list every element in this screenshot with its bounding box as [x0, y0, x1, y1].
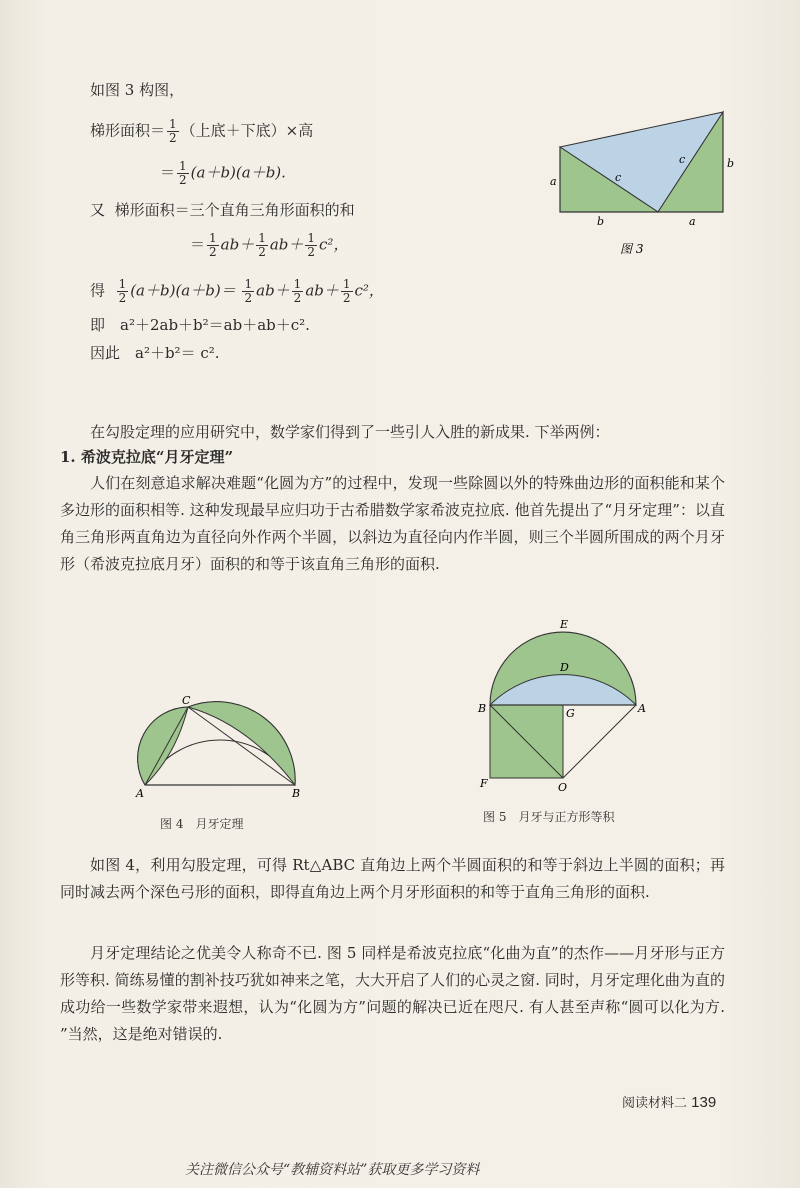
fraction: $\frac{1}{2}$	[179, 159, 187, 187]
label-c2: c	[679, 153, 686, 166]
paragraph-fig5-explain: 月牙定理结论之优美令人称奇不已. 图 5 同样是希波克拉底“化曲为直”的杰作——月牙形与正方形等积. 简练易懂的割补技巧犹如神来之笔，大大开启了人们的心灵之窗. 同时，月牙定理化曲为直的成功给一些数学家带来遐想，认为“化圆为方”问题的解决已近在咫尺. 有人甚至声称“圆可以化为方. ”当然，这是绝对错误的.	[60, 944, 725, 1043]
label-b-bottom: b	[597, 215, 605, 228]
fraction: $\frac{1}{2}$	[169, 117, 177, 145]
label-C: C	[182, 694, 191, 707]
section-heading: 1. 希波克拉底“月牙定理”	[60, 448, 234, 466]
figure-5-caption: 图 5 月牙与正方形等积	[483, 810, 615, 824]
figure-4-lune	[120, 680, 330, 800]
label-A: A	[136, 787, 144, 800]
formula-line-2: ＝ $\frac{1}{2}$ (a＋b)(a＋b).	[160, 159, 286, 187]
footer	[622, 1093, 716, 1114]
figure-5-lune-square	[470, 615, 670, 805]
label-A: A	[638, 702, 646, 715]
label-a-left: a	[550, 175, 557, 188]
label-F: F	[480, 777, 488, 790]
paragraph-fig4-explain: 如图 4，利用勾股定理，可得 Rt△ABC 直角边上两个半圆面积的和等于斜边上半圆的面积；再同时减去两个深色弓形的面积，即得直角边上两个月牙形面积的和等于直角三角形的面积.	[60, 856, 725, 901]
label-D: D	[560, 661, 569, 674]
formula-line-7: 因此 a²＋b²＝ c².	[90, 344, 220, 362]
paragraph-lune-theorem: 人们在刻意追求解决难题“化圆为方”的过程中，发现一些除圆以外的特殊曲边形的面积能和某个多边形的面积相等. 这种发现最早应归功于古希腊数学家希波克拉底. 他首先提出了“月牙定理”：以直角三角形两直角边为直径向外作两个半圆，以斜边为直径向内作半圆，则三个半圆所围成的两个月牙形（希波克拉底月牙）面积的和等于该直角三角形的面积.	[60, 474, 725, 573]
label-a-bottom: a	[689, 215, 696, 228]
label-b-right: b	[727, 157, 735, 170]
formula-text: （上底＋下底）×高	[180, 121, 314, 140]
label-O: O	[558, 781, 568, 794]
figure-4-caption: 图 4 月牙定理	[160, 817, 244, 831]
label-c1: c	[615, 171, 622, 184]
footer-section: 阅读材料二	[622, 1096, 688, 1111]
intro-line: 如图 3 构图，	[90, 81, 185, 99]
label-B: B	[478, 702, 487, 715]
figure-3-trapezoid	[545, 105, 740, 265]
formula-line-5: 得 $\frac{1}{2}$ (a＋b)(a＋b)＝ $\frac{1}{2}$ ab＋ $\frac{1}{2}$ ab＋ $\frac{1}{2}$ c²，	[90, 277, 384, 305]
page-number: 139	[691, 1094, 717, 1111]
formula-line-1	[90, 118, 313, 145]
label-G: G	[566, 707, 575, 720]
section-intro: 在勾股定理的应用研究中，数学家们得到了一些引人入胜的新成果. 下举两例：	[90, 423, 610, 441]
formula-line-3: 又 梯形面积＝三个直角三角形面积的和	[90, 201, 355, 219]
formula-line-4: ＝ $\frac{1}{2}$ ab＋ $\frac{1}{2}$ ab＋ $\frac{1}{2}$ c²，	[190, 231, 349, 259]
figure-3-caption: 图 3	[620, 242, 644, 256]
watermark: 关注微信公众号“教辅资料站”获取更多学习资料	[185, 1162, 480, 1178]
label-B: B	[292, 787, 301, 800]
label-E: E	[560, 618, 569, 631]
formula-line-6: 即 a²＋2ab＋b²＝ab＋ab＋c².	[90, 316, 310, 334]
formula-text: 梯形面积＝	[90, 121, 166, 140]
